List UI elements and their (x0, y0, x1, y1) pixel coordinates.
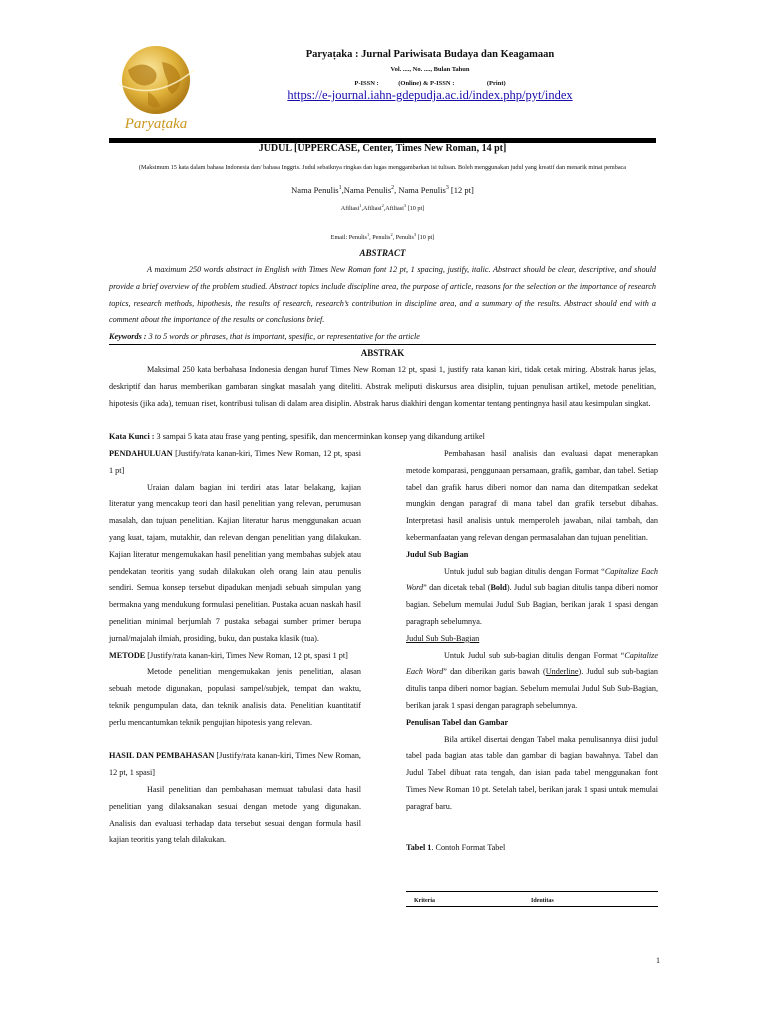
table-header-identitas: Identitas (531, 898, 554, 904)
hasil-heading: HASIL DAN PEMBAHASAN [Justify/rata kanan-kiri, Times New Roman, 12 pt, 1 spasi] (109, 751, 361, 778)
pendahuluan-body: Uraian dalam bagian ini terdiri atas latar belakang, kajian literatur yang mencakup teori dan hasil penelitian yang relevan, perumusan masalah, dan tujuan penelitian. Kajian literatur harus menggunakan acuan yang kuat, tajam, mutakhir, dan relevan dengan penelitian yang dilakukan. Kajian literatur mengemukakan hasil penelitian yang membahas subjek atau pendekatan teoritis yang sudah dilakukan oleh orang lain atau penulis sendiri. Semua konsep tersebut dipadukan menjadi sebuah simpulan yang bermakna yang mendukung formulasi penelitian. Pustaka acuan naskah hasil penelitian minimal berjumlah 7 pustaka sebagai sumber primer berupa jurnal/majalah ilmiah, prosiding, buku, dan pustaka klasik (tua). (109, 482, 361, 643)
hasil-body: Hasil penelitian dan pembahasan memuat tabulasi data hasil penelitian yang dilaksanakan sesuai dengan metode yang digunakan. Analisis dan evaluasi terhadap data tersebut sesuai dengan formula hasil kajian teoritis yang telah dilakukan. (109, 784, 361, 845)
sub-bagian-body: Untuk judul sub bagian ditulis dengan Format “Capitalize Each Word” dan dicetak tebal (Bold). Judul sub bagian ditulis tanpa diberi nomor bagian. Sebelum memulai Judul Sub Bagian, berikan jarak 1 spasi dengan paragraph sebelumnya. (406, 566, 658, 626)
metode-body: Metode penelitian mengemukakan jenis penelitian, alasan sebuah metode digunakan, populasi sampel/subjek, tempat dan waktu, teknik pengumpulan data, dan teknik analisis data. Penelitian kuantitatif perlu mencantumkan teknik pengujian hipotesis yang relevan. (109, 667, 361, 727)
sub-sub-bagian-body: Untuk Judul sub sub-bagian ditulis dengan Format “Capitalize Each Word” dan diberikan garis bawah (Underline). Judul sub sub-bagian ditulis tanpa diberi nomor bagian. Sebelum memulai Judul Sub Sub-Bagian, berikan jarak 1 spasi dengan paragraph sebelumnya. (406, 650, 658, 710)
metode-heading: METODE [Justify/rata kanan-kiri, Times New Roman, 12 pt, spasi 1 pt] (109, 650, 348, 660)
abstrak-body: Maksimal 250 kata berbahasa Indonesia dengan huruf Times New Roman 12 pt, spasi 1, justify rata kanan kiri, tidak cetak miring. Abstrak harus jelas, deskriptif dan harus memberikan gambaran singkat masalah yang diteliti. Abstrak meliputi diskursus area disiplin, tujuan penulisan artikel, metode penelitian, hipotesis (jika ada), temuan riset, kontribusi tulisan di dalam area disiplin. Abstrak harus diakhiri dengan komentar tentang pentingnya hasil atau kesimpulan singkat. (109, 365, 656, 408)
table-caption: Tabel 1. Contoh Format Tabel (406, 843, 506, 853)
logo-text: Paryaṭaka (124, 116, 188, 132)
abstrak-heading: ABSTRAK (360, 348, 405, 358)
affiliation-line: Afiliasi$^1$,Afiliasi$^2$,Afiliasi$^3$ [10 pt] (340, 203, 425, 213)
journal-logo (108, 40, 204, 136)
volume-info: Vol. ...., No. ...., Bulan Tahun (390, 66, 470, 73)
keywords-line: Keywords : 3 to 5 words or phrases, that is important, spesific, or representative for the article (109, 332, 420, 341)
page-number: 1 (656, 956, 660, 965)
abstract-heading: ABSTRACT (359, 248, 406, 258)
email-line: Email: Penulis$^1$, Penulis$^2$, Penulis$^3$ [10 pt] (330, 232, 435, 242)
sub-sub-bagian-heading: Judul Sub Sub-Bagian (406, 633, 480, 643)
title-note: (Maksimum 15 kata dalam bahasa Indonesia dan/ bahasa Inggris. Judul sebaiknya ringkas dan lugas menggambarkan isi tulisan. Boleh menggunakan judul yang kreatif dan menarik minat pembaca (138, 164, 627, 171)
kata-kunci-line: Kata Kunci : 3 sampai 5 kata atau frase yang penting, spesifik, dan mencerminkan konsep yang dikandung artikel (109, 432, 485, 441)
issn-info: P-ISSN : (Online) & P-ISSN : (Print) (354, 80, 506, 87)
article-title: JUDUL [UPPERCASE, Center, Times New Roman, 14 pt] (258, 143, 507, 154)
author-line: Nama Penulis$^1$,Nama Penulis$^2$, Nama Penulis$^3$ [12 pt] (291, 185, 474, 195)
journal-url-link[interactable]: https://e-journal.iahn-gdepudja.ac.id/index.php/pyt/index (287, 88, 573, 102)
journal-name: Paryaṭaka : Jurnal Pariwisata Budaya dan Keagamaan (305, 49, 555, 60)
pendahuluan-heading: PENDAHULUAN [Justify/rata kanan-kiri, Times New Roman, 12 pt, spasi 1 pt] (109, 449, 361, 475)
pembahasan-body: Pembahasan hasil analisis dan evaluasi dapat menerapkan metode komparasi, penggunaan persamaan, grafik, gambar, dan tabel. Setiap tabel dan grafik harus diberi nomor dan nama dan ditempatkan sedekat mungkin dengan paragraf di mana tabel dan grafik tersebut dibahas. Interpretasi hasil analisis untuk memperoleh jawaban, nilai tambah, dan kebermanfaatan yang relevan dengan permasalahan dan tujuan penelitian. (406, 449, 658, 542)
right-column (406, 446, 658, 857)
example-table-header (406, 891, 658, 907)
left-column (109, 446, 361, 849)
table-header-kriteria: Kriteria (414, 898, 435, 904)
tabel-gambar-heading: Penulisan Tabel dan Gambar (406, 717, 509, 727)
sub-bagian-heading: Judul Sub Bagian (406, 549, 469, 559)
abstract-divider (109, 344, 656, 345)
abstract-body: A maximum 250 words abstract in English with Times New Roman font 12 pt, 1 spacing, justify, italic. Abstract should be clear, descriptive, and should provide a brief overview of the problem studied. Abstract topics include discipline area, the purpose of article, reasons for the selection or the importance of research topics, research methods, hipothesis, the results of research, research’s contribution in discipline area, and a summary of the results. Abstract should end with a comment about the importance of the results or conclusions brief. (109, 265, 656, 325)
tabel-gambar-body: Bila artikel disertai dengan Tabel maka penulisannya diisi judul tabel pada bagian atas table dan gambar di bagian bawahnya. Tabel dan Judul Tabel dibuat rata tengah, dan isian pada tabel menggunakan font Times New Roman 10 pt. Setelah tabel, berikan jarak 1 spasi untuk memulai paragraf baru. (406, 734, 658, 811)
